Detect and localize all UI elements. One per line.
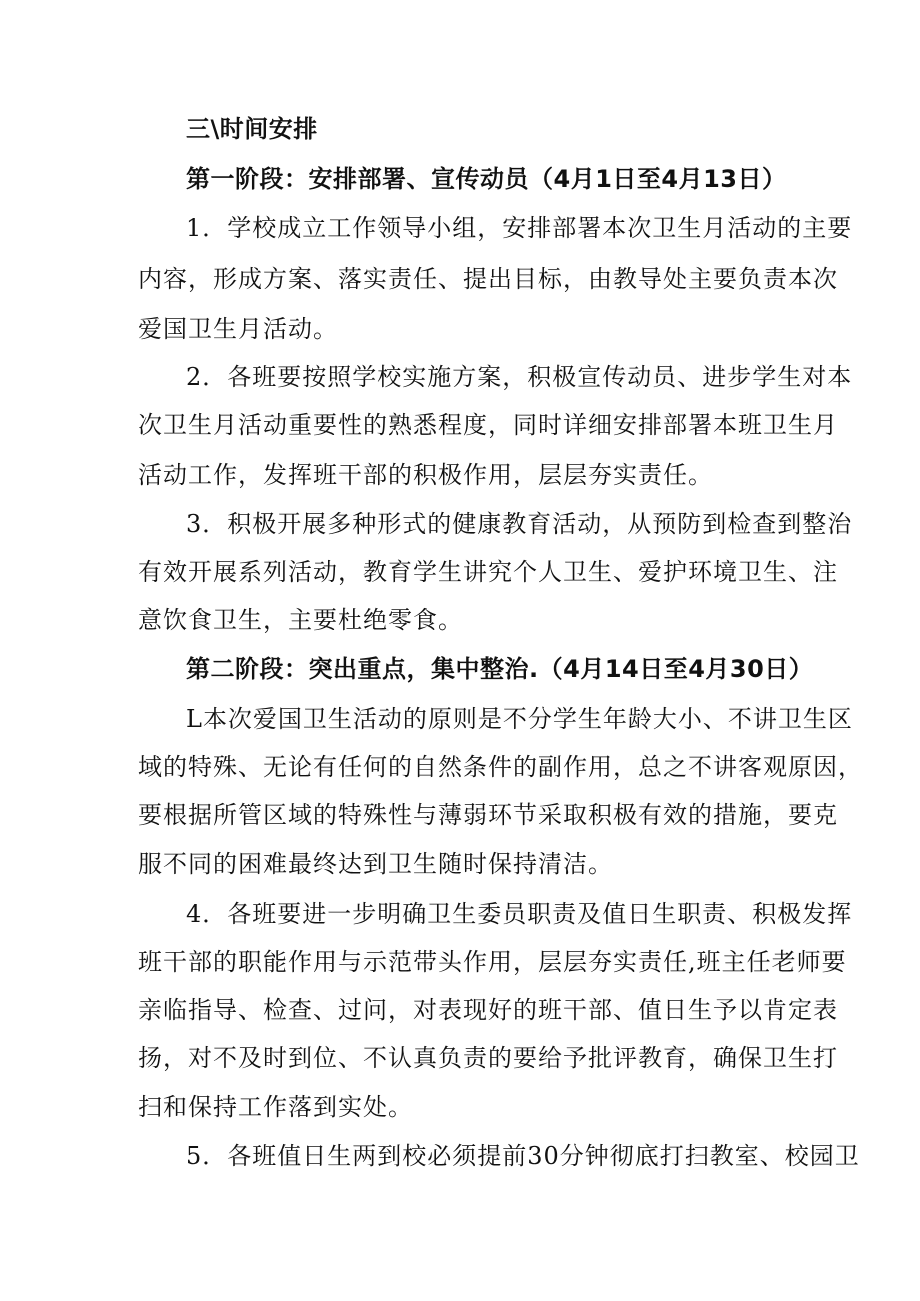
paragraph-line: 域的特殊、无论有任何的自然条件的副作用，总之不讲客观原因， [138,753,863,781]
paragraph-line: 班干部的职能作用与示范带头作用，层层夯实责任,班主任老师要 [138,948,847,976]
paragraph-line: 有效开展系列活动，教育学生讲究个人卫生、爱护环境卫生、注 [138,558,838,586]
paragraph-line: 内容，形成方案、落实责任、提出目标，由教导处主要负责本次 [138,265,838,293]
paragraph-line: 爱国卫生月活动。 [138,315,338,343]
paragraph-line: 亲临指导、检查、过问，对表现好的班干部、值日生予以肯定表 [138,996,838,1024]
paragraph-line: 2．各班要按照学校实施方案，积极宣传动员、进步学生对本 [186,363,853,391]
paragraph-line: 意饮食卫生，主要杜绝零食。 [138,606,463,634]
paragraph-line: 活动工作，发挥班干部的积极作用，层层夯实责任。 [138,461,713,489]
paragraph-line: 5．各班值日生两到校必须提前30分钟彻底打扫教室、校园卫 [186,1142,860,1170]
paragraph-line: 扬，对不及时到位、不认真负责的要给予批评教育，确保卫生打 [138,1044,838,1072]
paragraph-line: 4．各班要进一步明确卫生委员职责及值日生职责、积极发挥 [186,900,853,928]
paragraph-line: 服不同的困难最终达到卫生随时保持清洁。 [138,850,613,878]
paragraph-line: L本次爱国卫生活动的原则是不分学生年龄大小、不讲卫生区 [186,705,853,733]
paragraph-line: 要根据所管区域的特殊性与薄弱环节采取积极有效的措施，要克 [138,801,838,829]
phase1-heading: 第一阶段：安排部署、宣传动员（4月1日至4月13日） [186,165,787,193]
paragraph-line: 1．学校成立工作领导小组，安排部署本次卫生月活动的主要 [186,214,853,242]
phase2-heading: 第二阶段：突出重点，集中整治.（4月14日至4月30日） [186,655,814,683]
paragraph-line: 扫和保持工作落到实处。 [138,1093,413,1121]
section-title: 三\时间安排 [186,115,318,143]
paragraph-line: 次卫生月活动重要性的熟悉程度，同时详细安排部署本班卫生月 [138,411,838,439]
paragraph-line: 3．积极开展多种形式的健康教育活动，从预防到检查到整治 [186,510,853,538]
